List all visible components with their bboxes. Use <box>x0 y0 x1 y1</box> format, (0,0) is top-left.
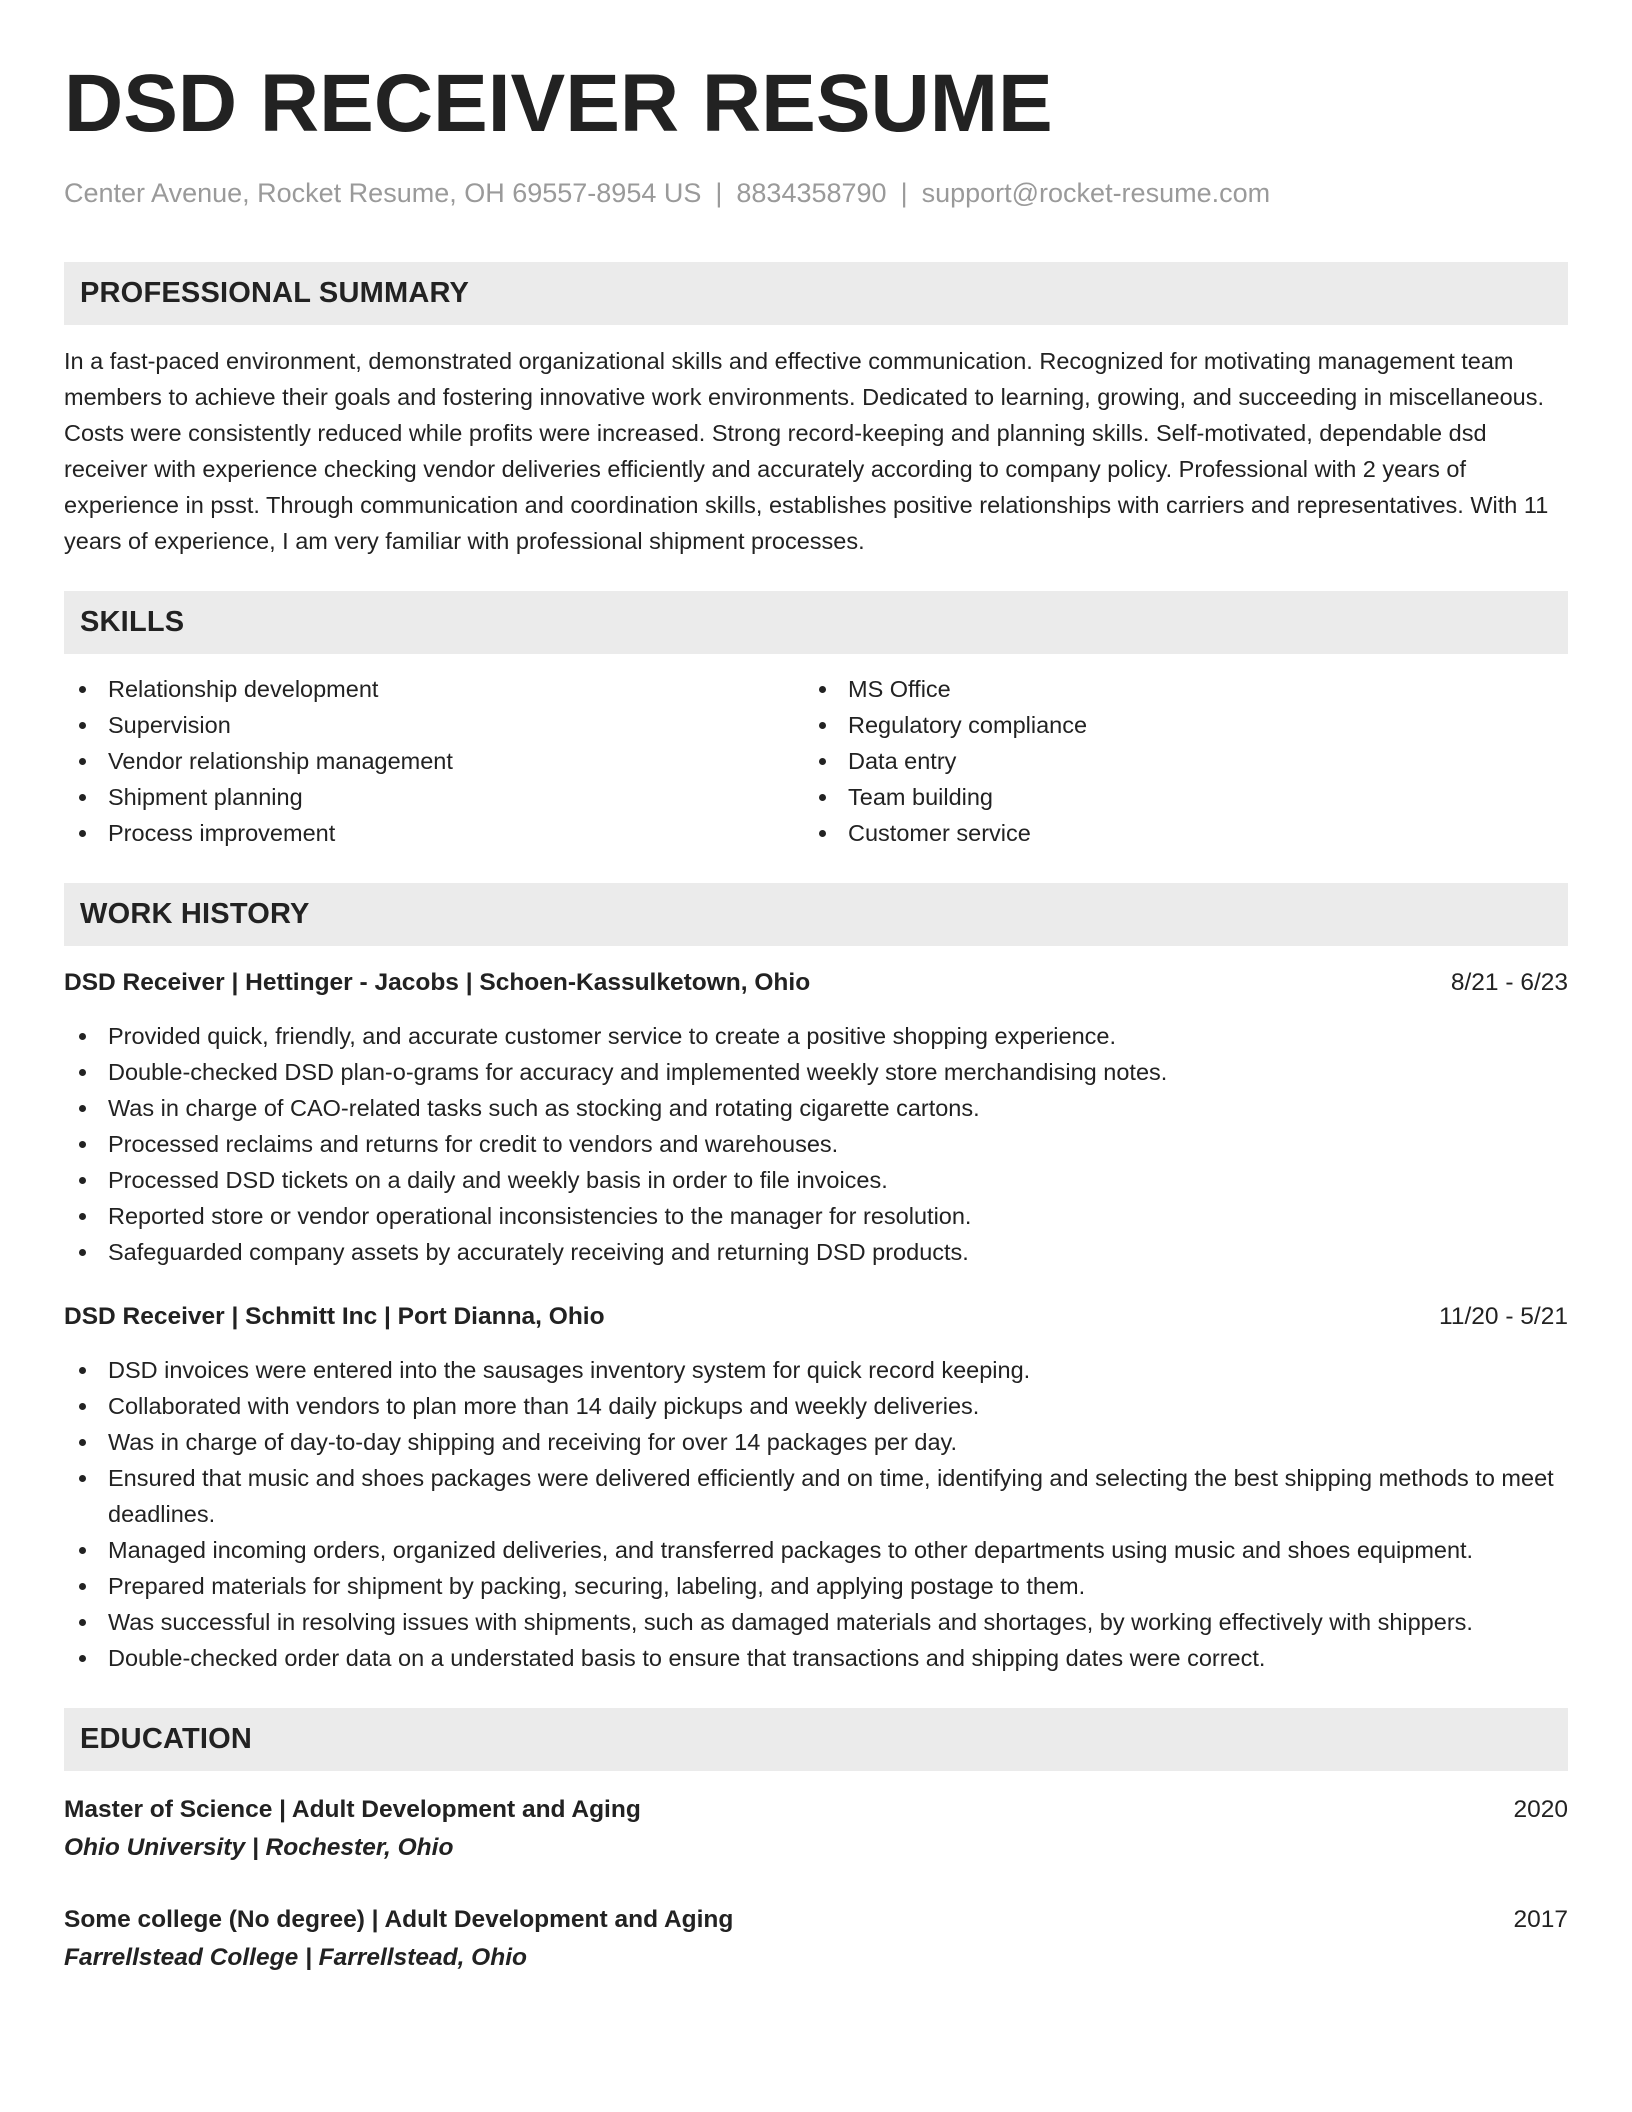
summary-section <box>64 262 1568 559</box>
skills-section <box>64 591 1568 851</box>
job-bullet: Processed reclaims and returns for credit to vendors and warehouses. <box>64 1126 1568 1162</box>
job-bullet: Provided quick, friendly, and accurate customer service to create a positive shopping experience. <box>64 1018 1568 1054</box>
job-bullet: Collaborated with vendors to plan more than 14 daily pickups and weekly deliveries. <box>64 1388 1568 1424</box>
job-title: DSD Receiver | Schmitt Inc | Port Dianna, Ohio <box>64 1303 605 1330</box>
education-year: 2017 <box>1513 1906 1568 1933</box>
education-school: Farrellstead College | Farrellstead, Ohio <box>64 1944 527 1971</box>
education-section <box>64 1708 1568 1975</box>
job-bullet: DSD invoices were entered into the sausages inventory system for quick record keeping. <box>64 1352 1568 1388</box>
skills-grid <box>64 671 1568 851</box>
job-bullets <box>64 1352 1568 1676</box>
job-bullets <box>64 1018 1568 1270</box>
job-bullet: Was successful in resolving issues with shipments, such as damaged materials and shortages, by working effectively with shippers. <box>64 1604 1568 1640</box>
job-dates: 11/20 - 5/21 <box>1439 1303 1568 1330</box>
contact-separator: | <box>900 178 908 208</box>
summary-heading: PROFESSIONAL SUMMARY <box>64 262 1568 325</box>
skill-item: Shipment planning <box>64 779 804 815</box>
skill-item: Data entry <box>804 743 1544 779</box>
education-year: 2020 <box>1513 1796 1568 1823</box>
contact-phone: 8834358790 <box>736 178 887 208</box>
skill-item: Process improvement <box>64 815 804 851</box>
job-bullet: Managed incoming orders, organized deliveries, and transferred packages to other departments using music and shoes equipment. <box>64 1532 1568 1568</box>
education-degree: Some college (No degree) | Adult Development and Aging <box>64 1906 734 1933</box>
education-school: Ohio University | Rochester, Ohio <box>64 1834 454 1861</box>
education-header <box>64 1903 1568 1937</box>
skill-item: Customer service <box>804 815 1544 851</box>
job-bullet: Was in charge of CAO-related tasks such as stocking and rotating cigarette cartons. <box>64 1090 1568 1126</box>
skill-item: Relationship development <box>64 671 804 707</box>
skill-item: Supervision <box>64 707 804 743</box>
summary-text: In a fast-paced environment, demonstrated organizational skills and effective communication. Recognized for motivating management team members to achieve their goals and fostering innovative work environments. Dedicated to learning, growing, and succeeding in miscellaneous. Costs were consistently reduced while profits were increased. Strong record-keeping and planning skills. Self-motivated, dependable dsd receiver with experience checking vendor deliveries efficiently and accurately according to company policy. Professional with 2 years of experience in psst. Through communication and coordination skills, establishes positive relationships with carriers and representatives. With 11 years of experience, I am very familiar with professional shipment processes. <box>64 348 1549 554</box>
job-entry <box>64 966 1568 1270</box>
job-header <box>64 1300 1568 1334</box>
skill-item: MS Office <box>804 671 1544 707</box>
education-entry <box>64 1793 1568 1865</box>
contact-separator: | <box>715 178 723 208</box>
job-entry <box>64 1300 1568 1676</box>
skills-column-left <box>64 671 804 851</box>
skill-item: Vendor relationship management <box>64 743 804 779</box>
contact-line <box>64 176 1568 210</box>
job-bullet: Was in charge of day-to-day shipping and receiving for over 14 packages per day. <box>64 1424 1568 1460</box>
skill-item: Regulatory compliance <box>804 707 1544 743</box>
job-dates: 8/21 - 6/23 <box>1450 969 1568 996</box>
education-entry <box>64 1903 1568 1975</box>
skills-column-right <box>804 671 1544 851</box>
job-bullet: Safeguarded company assets by accurately receiving and returning DSD products. <box>64 1234 1568 1270</box>
job-bullet: Reported store or vendor operational inconsistencies to the manager for resolution. <box>64 1198 1568 1234</box>
skill-item: Team building <box>804 779 1544 815</box>
job-bullet: Double-checked order data on a understated basis to ensure that transactions and shipping dates were correct. <box>64 1640 1568 1676</box>
work-history-section <box>64 883 1568 1676</box>
skills-heading: SKILLS <box>64 591 1568 654</box>
job-bullet: Ensured that music and shoes packages were delivered efficiently and on time, identifying and selecting the best shipping methods to meet deadlines. <box>64 1460 1568 1532</box>
contact-address: Center Avenue, Rocket Resume, OH 69557-8954 US <box>64 178 702 208</box>
job-title: DSD Receiver | Hettinger - Jacobs | Schoen-Kassulketown, Ohio <box>64 969 811 996</box>
contact-email[interactable]: support@rocket-resume.com <box>921 178 1271 208</box>
job-header <box>64 966 1568 1000</box>
job-bullet: Processed DSD tickets on a daily and weekly basis in order to file invoices. <box>64 1162 1568 1198</box>
education-degree: Master of Science | Adult Development and Aging <box>64 1796 641 1823</box>
job-bullet: Prepared materials for shipment by packing, securing, labeling, and applying postage to them. <box>64 1568 1568 1604</box>
job-bullet: Double-checked DSD plan-o-grams for accuracy and implemented weekly store merchandising notes. <box>64 1054 1568 1090</box>
work-history-heading: WORK HISTORY <box>64 883 1568 946</box>
education-heading: EDUCATION <box>64 1708 1568 1771</box>
education-header <box>64 1793 1568 1827</box>
resume-title: DSD RECEIVER RESUME <box>64 58 1053 149</box>
